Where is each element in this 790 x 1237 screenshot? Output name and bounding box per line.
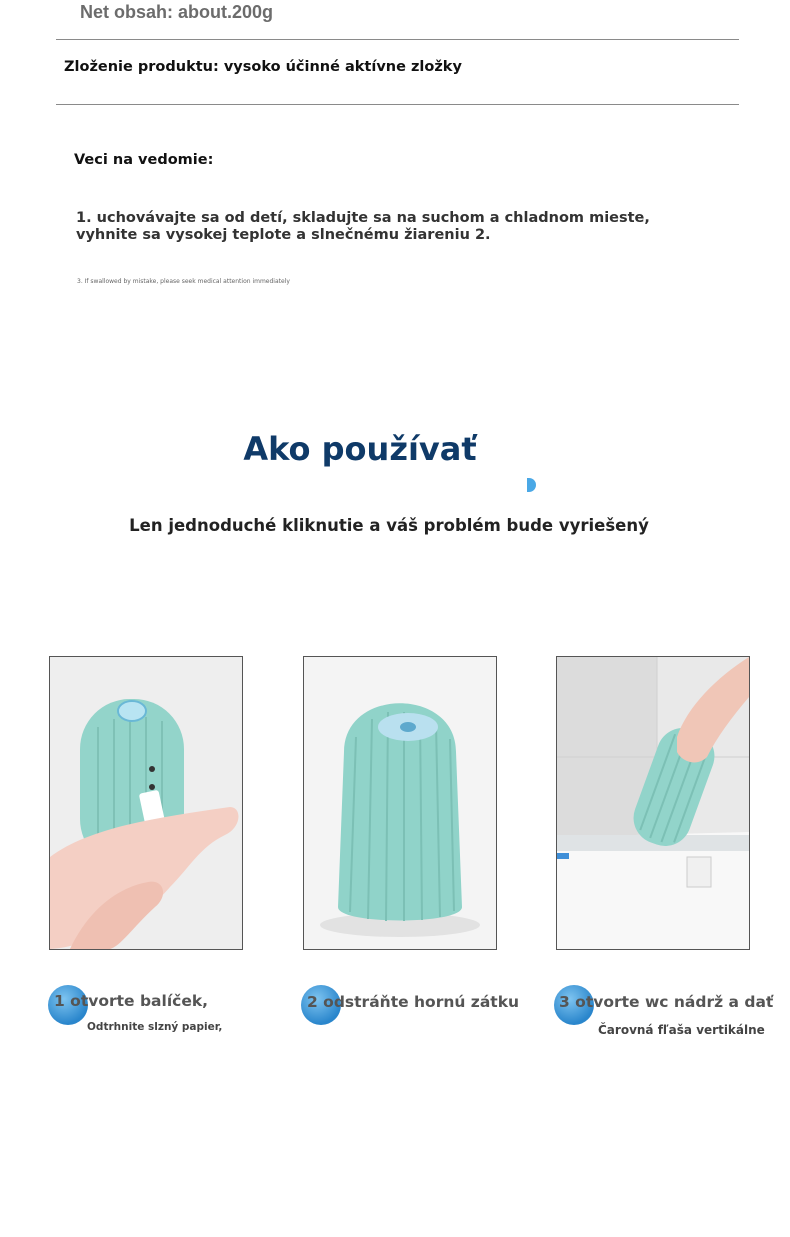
product-composition: Zloženie produktu: vysoko účinné aktívne zložky: [64, 59, 462, 75]
step-2-photo: [303, 656, 497, 950]
divider-top: [56, 39, 739, 40]
notice-title: Veci na vedomie:: [74, 152, 214, 168]
divider-bottom: [56, 104, 739, 105]
step-1-photo: [49, 656, 243, 950]
net-weight: Net obsah: about.200g: [80, 2, 274, 22]
notice-body: 1. uchovávajte sa od detí, skladujte sa na suchom a chladnom mieste, vyhnite sa vysokej teplote a slnečnému žiareniu 2.: [76, 210, 650, 243]
step-1-label: 1 otvorte balíček,: [54, 992, 209, 1010]
how-to-subtitle: Len jednoduché kliknutie a váš problém bude vyriešený: [129, 516, 649, 535]
how-to-title: Ako používať: [243, 430, 477, 468]
step-3-label: 3 otvorte wc nádrž a dať: [559, 993, 774, 1011]
title-underline: [240, 478, 536, 492]
notice-small-text: 3. If swallowed by mistake, please seek medical attention immediately: [77, 278, 290, 285]
step-1-sub: Odtrhnite slzný papier,: [87, 1021, 223, 1033]
step-3-photo: [556, 656, 750, 950]
step-2-label: 2 odstráňte hornú zátku: [307, 993, 520, 1011]
step-3-sub: Čarovná fľaša vertikálne: [598, 1023, 765, 1037]
